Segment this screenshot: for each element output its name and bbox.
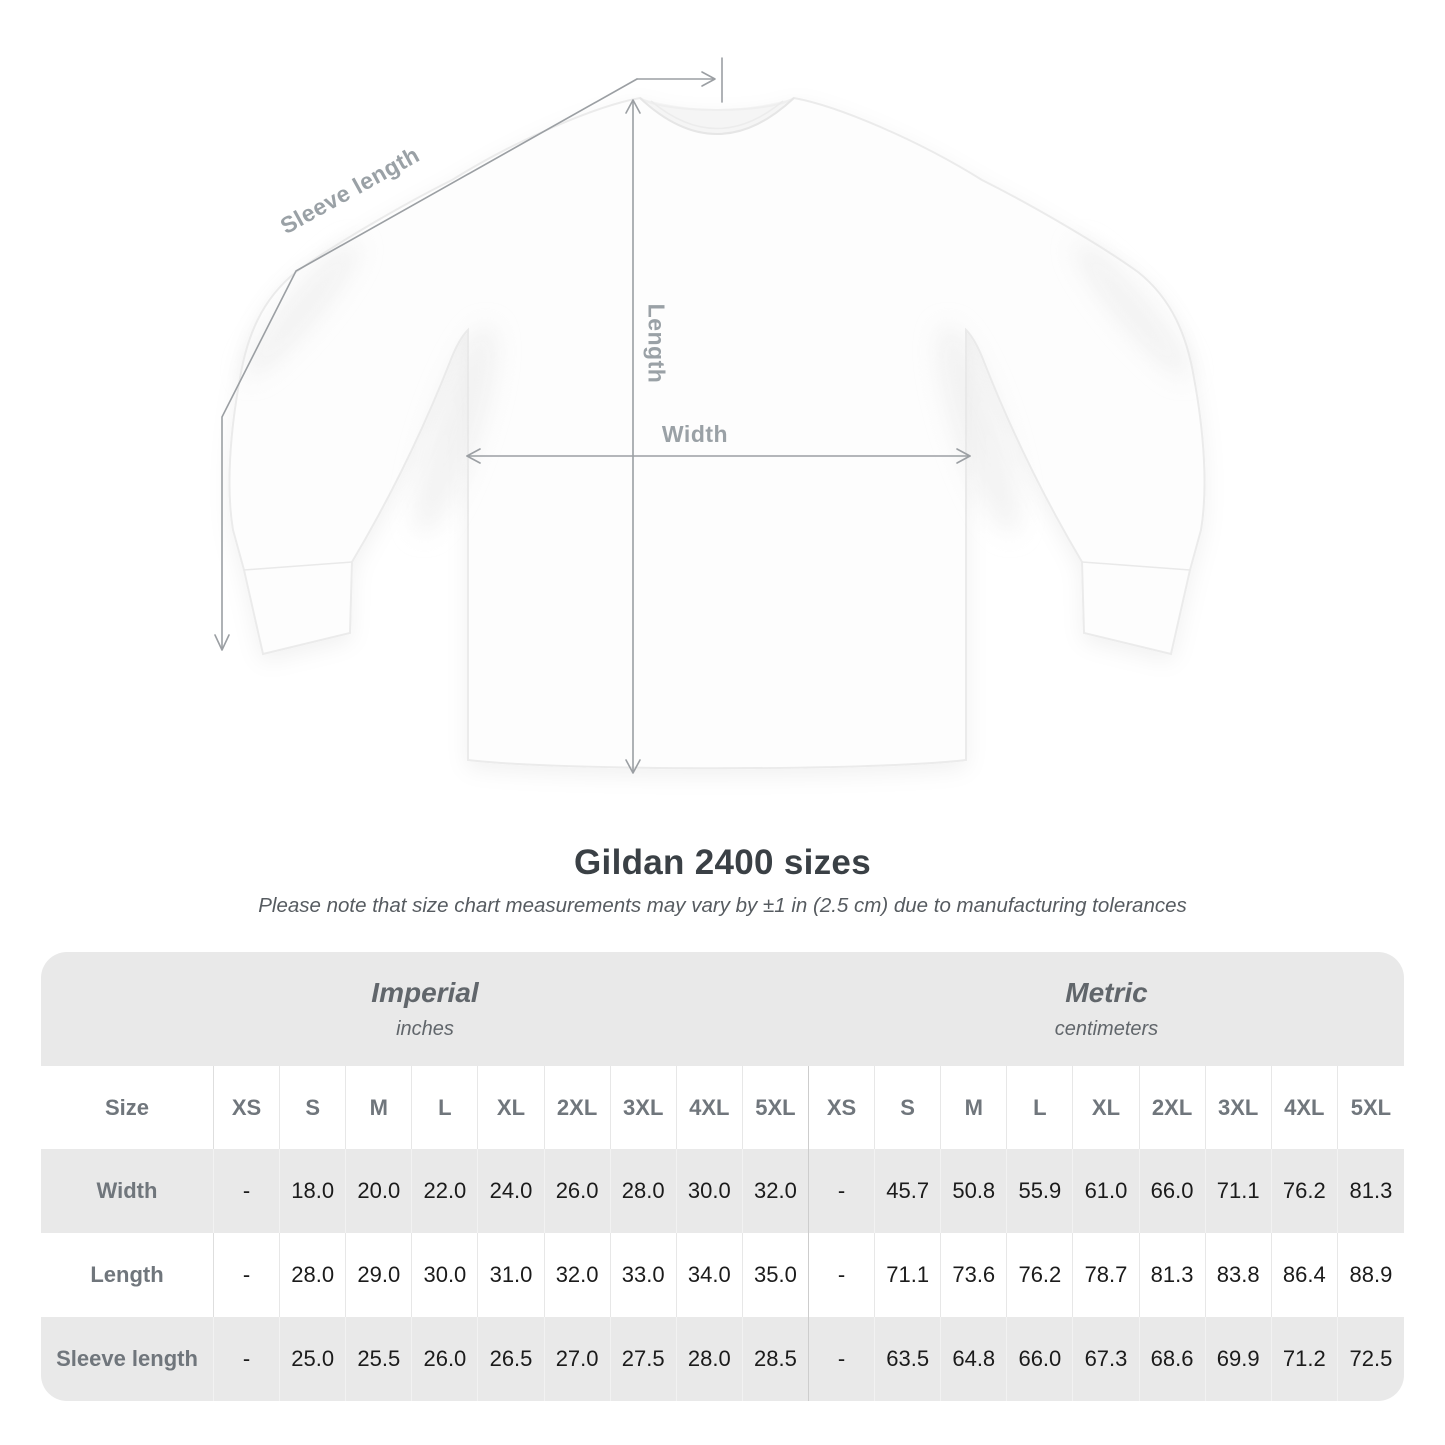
- sleeve-length-value-cell: 68.6: [1140, 1317, 1206, 1401]
- size-header-row: [41, 1066, 1404, 1149]
- size-column-header: XS: [214, 1066, 280, 1149]
- sleeve-length-value-cell: 26.0: [412, 1317, 478, 1401]
- sleeve-length-value-cell: 26.5: [478, 1317, 544, 1401]
- width-value-cell: 30.0: [677, 1149, 743, 1233]
- page-title: Gildan 2400 sizes: [574, 843, 871, 882]
- imperial-label: Imperial: [371, 977, 479, 1008]
- length-value-cell: -: [214, 1233, 280, 1317]
- width-value-cell: 24.0: [478, 1149, 544, 1233]
- size-column-header: L: [412, 1066, 478, 1149]
- size-column-header: S: [875, 1066, 941, 1149]
- sleeve-length-value-cell: 72.5: [1338, 1317, 1404, 1401]
- sleeve-length-value-cell: 28.5: [743, 1317, 809, 1401]
- sleeve-length-value-cell: 71.2: [1272, 1317, 1338, 1401]
- length-value-cell: 71.1: [875, 1233, 941, 1317]
- width-value-cell: 20.0: [346, 1149, 412, 1233]
- size-column-header: 4XL: [1272, 1066, 1338, 1149]
- width-value-cell: 81.3: [1338, 1149, 1404, 1233]
- metric-unit-label: centimeters: [1054, 1018, 1159, 1040]
- length-value-cell: 83.8: [1206, 1233, 1272, 1317]
- metric-label: Metric: [1065, 977, 1148, 1008]
- width-value-cell: 55.9: [1007, 1149, 1073, 1233]
- size-column-header: XL: [478, 1066, 544, 1149]
- imperial-group-header: [41, 952, 809, 1066]
- length-value-cell: 73.6: [941, 1233, 1007, 1317]
- table-row-sleeve-length: [41, 1317, 1404, 1401]
- imperial-unit-label: inches: [396, 1018, 454, 1040]
- length-value-cell: 81.3: [1140, 1233, 1206, 1317]
- sleeve-length-value-cell: 27.0: [545, 1317, 611, 1401]
- length-value-cell: 78.7: [1073, 1233, 1139, 1317]
- sleeve-length-value-cell: 67.3: [1073, 1317, 1139, 1401]
- width-value-cell: 45.7: [875, 1149, 941, 1233]
- width-value-cell: 32.0: [743, 1149, 809, 1233]
- width-value-cell: 18.0: [280, 1149, 346, 1233]
- length-value-cell: 32.0: [545, 1233, 611, 1317]
- length-measure-label: Length: [643, 303, 670, 384]
- length-value-cell: 34.0: [677, 1233, 743, 1317]
- size-column-header: M: [346, 1066, 412, 1149]
- width-value-cell: 71.1: [1206, 1149, 1272, 1233]
- row-label-width: Width: [41, 1149, 214, 1233]
- table-row-length: [41, 1233, 1404, 1317]
- metric-group-header: [809, 952, 1404, 1066]
- sleeve-length-value-cell: 69.9: [1206, 1317, 1272, 1401]
- width-value-cell: 50.8: [941, 1149, 1007, 1233]
- size-corner-header: Size: [41, 1066, 214, 1149]
- width-value-cell: 26.0: [545, 1149, 611, 1233]
- sleeve-length-value-cell: 25.5: [346, 1317, 412, 1401]
- length-value-cell: 35.0: [743, 1233, 809, 1317]
- sleeve-length-value-cell: 25.0: [280, 1317, 346, 1401]
- size-table: [41, 952, 1404, 1401]
- unit-header-row: [41, 952, 1404, 1066]
- size-column-header: 5XL: [743, 1066, 809, 1149]
- length-value-cell: 76.2: [1007, 1233, 1073, 1317]
- length-value-cell: -: [809, 1233, 875, 1317]
- width-value-cell: 61.0: [1073, 1149, 1139, 1233]
- sleeve-length-value-cell: -: [809, 1317, 875, 1401]
- width-measure-label: Width: [661, 421, 729, 447]
- row-label-length: Length: [41, 1233, 214, 1317]
- size-column-header: XS: [809, 1066, 875, 1149]
- length-value-cell: 30.0: [412, 1233, 478, 1317]
- sleeve-length-value-cell: -: [214, 1317, 280, 1401]
- length-value-cell: 88.9: [1338, 1233, 1404, 1317]
- sleeve-length-value-cell: 64.8: [941, 1317, 1007, 1401]
- width-value-cell: 66.0: [1140, 1149, 1206, 1233]
- sleeve-length-value-cell: 28.0: [677, 1317, 743, 1401]
- sleeve-length-measure-label: Sleeve length: [275, 141, 424, 239]
- table-row-width: [41, 1149, 1404, 1233]
- size-column-header: 4XL: [677, 1066, 743, 1149]
- width-value-cell: 28.0: [611, 1149, 677, 1233]
- size-column-header: S: [280, 1066, 346, 1149]
- length-value-cell: 31.0: [478, 1233, 544, 1317]
- length-value-cell: 33.0: [611, 1233, 677, 1317]
- size-column-header: 2XL: [545, 1066, 611, 1149]
- width-value-cell: 22.0: [412, 1149, 478, 1233]
- width-value-cell: 76.2: [1272, 1149, 1338, 1233]
- size-column-header: M: [941, 1066, 1007, 1149]
- length-value-cell: 28.0: [280, 1233, 346, 1317]
- size-column-header: XL: [1073, 1066, 1139, 1149]
- tolerance-note: Please note that size chart measurements may vary by ±1 in (2.5 cm) due to manufacturing tolerances: [258, 894, 1187, 917]
- size-column-header: L: [1007, 1066, 1073, 1149]
- sleeve-length-value-cell: 27.5: [611, 1317, 677, 1401]
- size-table-container: [41, 952, 1404, 1401]
- size-column-header: 2XL: [1140, 1066, 1206, 1149]
- size-column-header: 3XL: [1206, 1066, 1272, 1149]
- length-value-cell: 86.4: [1272, 1233, 1338, 1317]
- size-column-header: 5XL: [1338, 1066, 1404, 1149]
- width-value-cell: -: [214, 1149, 280, 1233]
- size-column-header: 3XL: [611, 1066, 677, 1149]
- row-label-sleeve-length: Sleeve length: [41, 1317, 214, 1401]
- length-value-cell: 29.0: [346, 1233, 412, 1317]
- width-value-cell: -: [809, 1149, 875, 1233]
- sleeve-length-value-cell: 66.0: [1007, 1317, 1073, 1401]
- sleeve-length-value-cell: 63.5: [875, 1317, 941, 1401]
